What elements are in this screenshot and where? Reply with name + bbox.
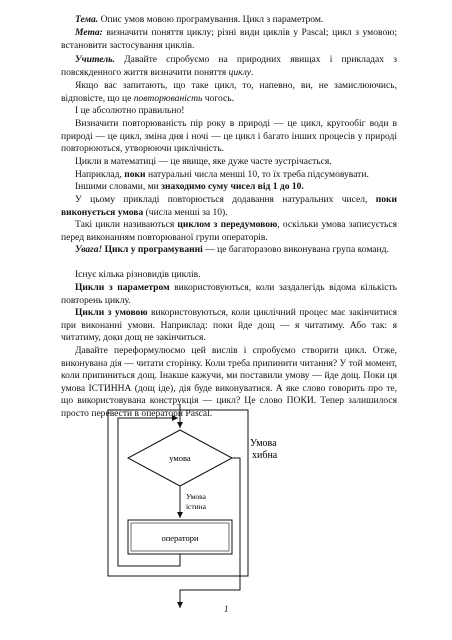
emphasis-text: повторюваність	[133, 92, 203, 104]
paragraph-text: Давайте спробуємо на природних явищах і прикладах з повсякденного життя визначити поняття	[61, 54, 397, 78]
paragraph-text: У цьому прикладі повторюється додавання натуральних чисел,	[75, 194, 376, 205]
topic-text: Опис умов мовою програмування. Цикл з параметром.	[98, 14, 324, 25]
paragraph-correct: І це абсолютно правильно!	[75, 105, 185, 116]
condition-label: умова	[169, 453, 191, 463]
paragraph-text: використовуються, коли циклічний процес має закінчитися при виконанні умови. Наприклад: поки йде дощ — я читатиму. Або так: я читатиму, доки дощ не закінчиться.	[61, 307, 397, 344]
bold-text: циклом з передумовою	[177, 219, 278, 230]
paragraph-text: , оскільки умова записується перед виконанням повторюваної групи операторів.	[61, 219, 397, 243]
paragraph-text: Такі цикли називаються	[75, 219, 178, 230]
paragraph-text: Наприклад,	[75, 169, 125, 180]
bold-text: поки виконується умова	[61, 194, 397, 218]
bold-text: поки	[124, 169, 146, 180]
bold-text: Цикли з параметром	[75, 282, 170, 293]
topic-label: Тема.	[75, 14, 99, 25]
paragraph-text: чогось.	[202, 92, 234, 104]
false-label-line1: Умова	[250, 438, 277, 449]
false-label-line2: хибна	[252, 450, 278, 461]
paragraph-text: (числа менші за 10).	[143, 206, 228, 218]
attention-label: Увага!	[75, 244, 103, 255]
paragraph-text: — це багаторазово виконувана група команд.	[202, 244, 389, 255]
paragraph-text: натуральні числа менші 10, то їх треба підсумовувати.	[145, 169, 369, 180]
paragraph-reformulate: Давайте переформулюємо цей вислів і спробуємо створити цикл. Отже, виконувана дія — читати сторінку. Коли треба припинити читання? У той момент, коли припиниться дощ. Інакше кажучи, ми поставили умову — йде дощ. Поки ця умова ІСТИННА (дощ іде), дія буде виконуватися. А яке слово говорить про те, що використовувана конструкція — цикл? Це слово ПОКИ. Тепер залишилося просто перевести в оператори Pascal.	[61, 345, 397, 419]
bold-text: знаходимо суму чисел від 1 до 10.	[161, 181, 304, 192]
loop-back-arrow	[118, 418, 180, 566]
true-label-line1: Умова	[186, 492, 206, 501]
paragraph-text: .	[251, 66, 254, 78]
goal-text: визначити поняття циклу; різні види циклів у Pascal; цикл з умовою; встановити застосування циклів.	[61, 27, 397, 51]
teacher-label: Учитель.	[75, 54, 115, 65]
page-number: 1	[224, 604, 229, 614]
operators-label: оператори	[161, 533, 199, 543]
paragraph-text: Іншими словами, ми	[75, 181, 162, 192]
paragraph-nature: Визначити повторюваність пір року в природі — це цикл, кругообіг води в природі — це цикл, зміна дня і ночі — це цикл і багато інших процесів у природі повторюються, утворюючи циклічність.	[61, 118, 397, 155]
paragraph-math: Цикли в математиці — це явище, яке дуже часте зустрічається.	[75, 156, 332, 167]
true-label-line2: істина	[185, 502, 207, 511]
bold-text: Цикли з умовою	[75, 307, 148, 318]
paragraph-text: Якщо вас запитають, що таке цикл, то, напевно, ви, не замислюючись, відповісте, що це	[61, 80, 397, 104]
paragraph-kinds: Існує кілька різновидів циклів.	[75, 269, 201, 280]
paragraph-text: використовуються, коли заздалегідь відома кількість повторень циклу.	[61, 282, 397, 306]
bold-text: Цикл у програмуванні	[102, 244, 203, 255]
goal-label: Мета:	[75, 27, 103, 38]
emphasis-text: циклу	[228, 66, 252, 78]
